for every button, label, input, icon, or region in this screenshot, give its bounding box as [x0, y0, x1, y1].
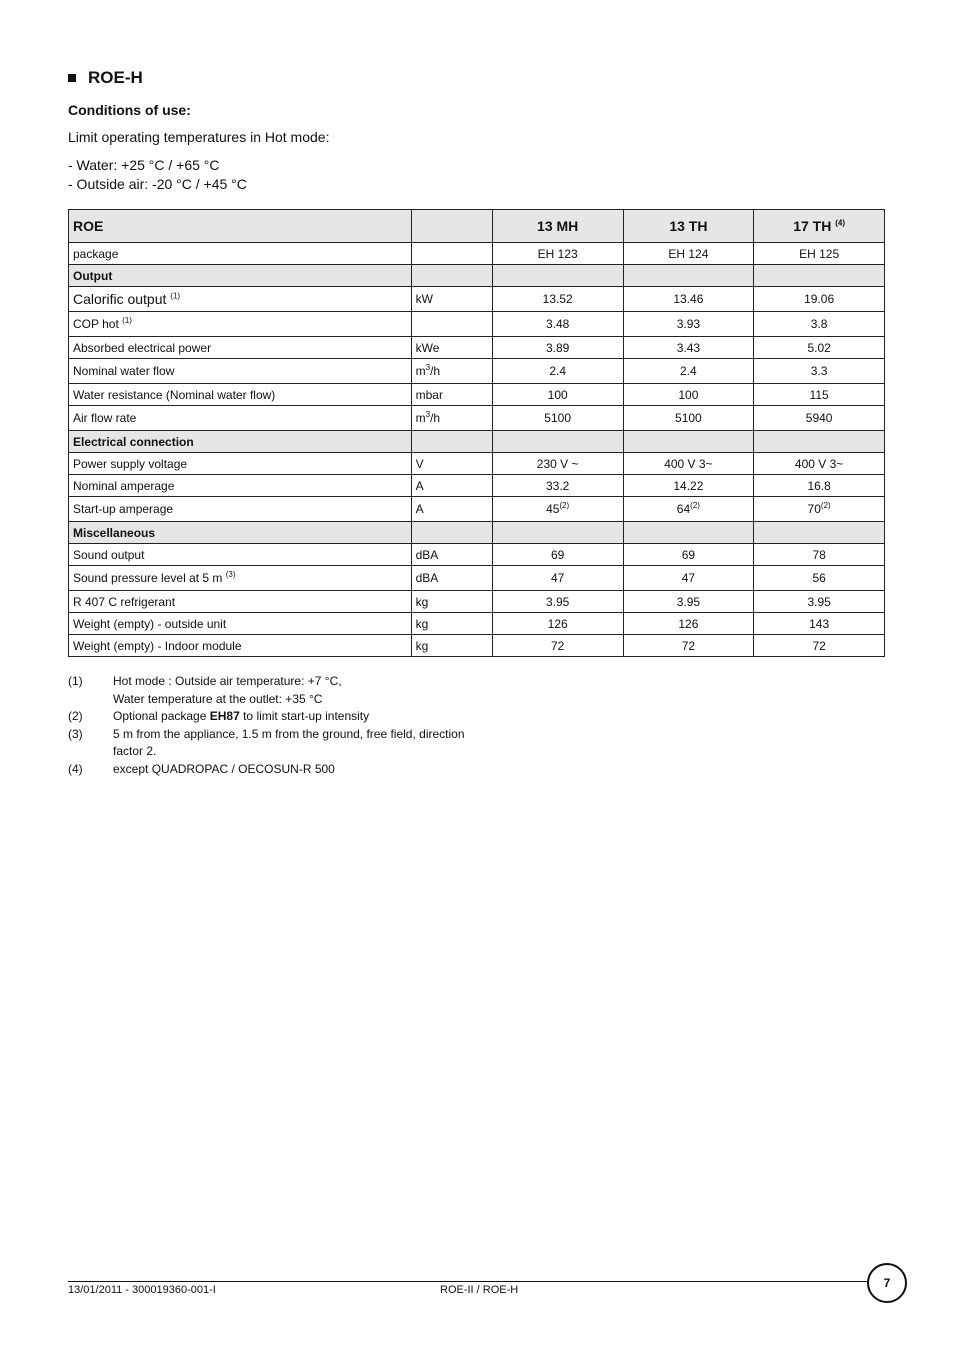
section-heading-text: ROE-H [88, 68, 143, 87]
spec-table [68, 209, 885, 657]
list-item: - Outside air: -20 °C / +45 °C [68, 176, 247, 192]
table-row: Weight (empty) - outside unit kg 126 126 143 [69, 613, 885, 635]
table-row: R 407 C refrigerant kg 3.95 3.95 3.95 [69, 591, 885, 613]
intro-text: Limit operating temperatures in Hot mode: [68, 129, 330, 145]
table-row: Air flow rate $m^3/h$ 5100 5100 5940 [69, 406, 885, 431]
section-row-electrical: Electrical connection [69, 431, 885, 453]
table-row: COP hot $^{(1)}$ 3.48 3.93 3.8 [69, 312, 885, 337]
table-row: Weight (empty) - Indoor module kg 72 72 72 [69, 635, 885, 657]
table-row: Sound output dBA 69 69 78 [69, 544, 885, 566]
table-row: Water resistance (Nominal water flow) mbar 100 100 115 [69, 384, 885, 406]
header-model-3: 17 TH $^{(4)}$ [754, 210, 885, 243]
table-row: Absorbed electrical power kWe 3.89 3.43 5.02 [69, 337, 885, 359]
table-row: Nominal water flow $m^3/h$ 2.4 2.4 3.3 [69, 359, 885, 384]
page-number: 7 [867, 1263, 907, 1303]
table-header-row [69, 210, 885, 243]
footer-title: ROE-II / ROE-H [440, 1284, 519, 1296]
section-row-misc: Miscellaneous [69, 522, 885, 544]
list-item: - Water: +25 °C / +65 °C [68, 157, 220, 173]
footnote: (1) Hot mode : Outside air temperature: +7 °C, Water temperature at the outlet: +35 °C [68, 674, 342, 706]
table-row: Sound pressure level at 5 m $^{(3)}$ dBA 47 47 56 [69, 566, 885, 591]
header-unit [411, 210, 492, 243]
footnote: (2) Optional package EH87 to limit start-up intensity [68, 709, 370, 723]
table-row: package EH 123 EH 124 EH 125 [69, 243, 885, 265]
table-row: Calorific output $^{(1)}$ kW 13.52 13.46 19.06 [69, 287, 885, 312]
footnotes [68, 673, 473, 778]
table-row: Start-up amperage A 45$^{(2)}$ 64$^{(2)}$ 70$^{(2)}$ [69, 497, 885, 522]
footnote: (4) except QUADROPAC / OECOSUN-R 500 [68, 761, 335, 776]
header-model-2: 13 TH [623, 210, 754, 243]
section-heading [68, 68, 143, 88]
footer-divider [68, 1281, 883, 1282]
table-row: Power supply voltage V 230 V ~ 400 V 3~ 400 V 3~ [69, 453, 885, 475]
footnote: (3) 5 m from the appliance, 1.5 m from the ground, free field, direction factor 2. [68, 726, 465, 758]
table-row: Nominal amperage A 33.2 14.22 16.8 [69, 475, 885, 497]
section-row-output: Output [69, 265, 885, 287]
header-model-1: 13 MH [492, 210, 623, 243]
conditions-title: Conditions of use: [68, 102, 191, 118]
conditions-list [68, 156, 247, 194]
square-bullet-icon [68, 74, 76, 82]
footer-doc-ref: 13/01/2011 - 300019360-001-I [68, 1284, 216, 1296]
header-label: ROE [69, 210, 412, 243]
